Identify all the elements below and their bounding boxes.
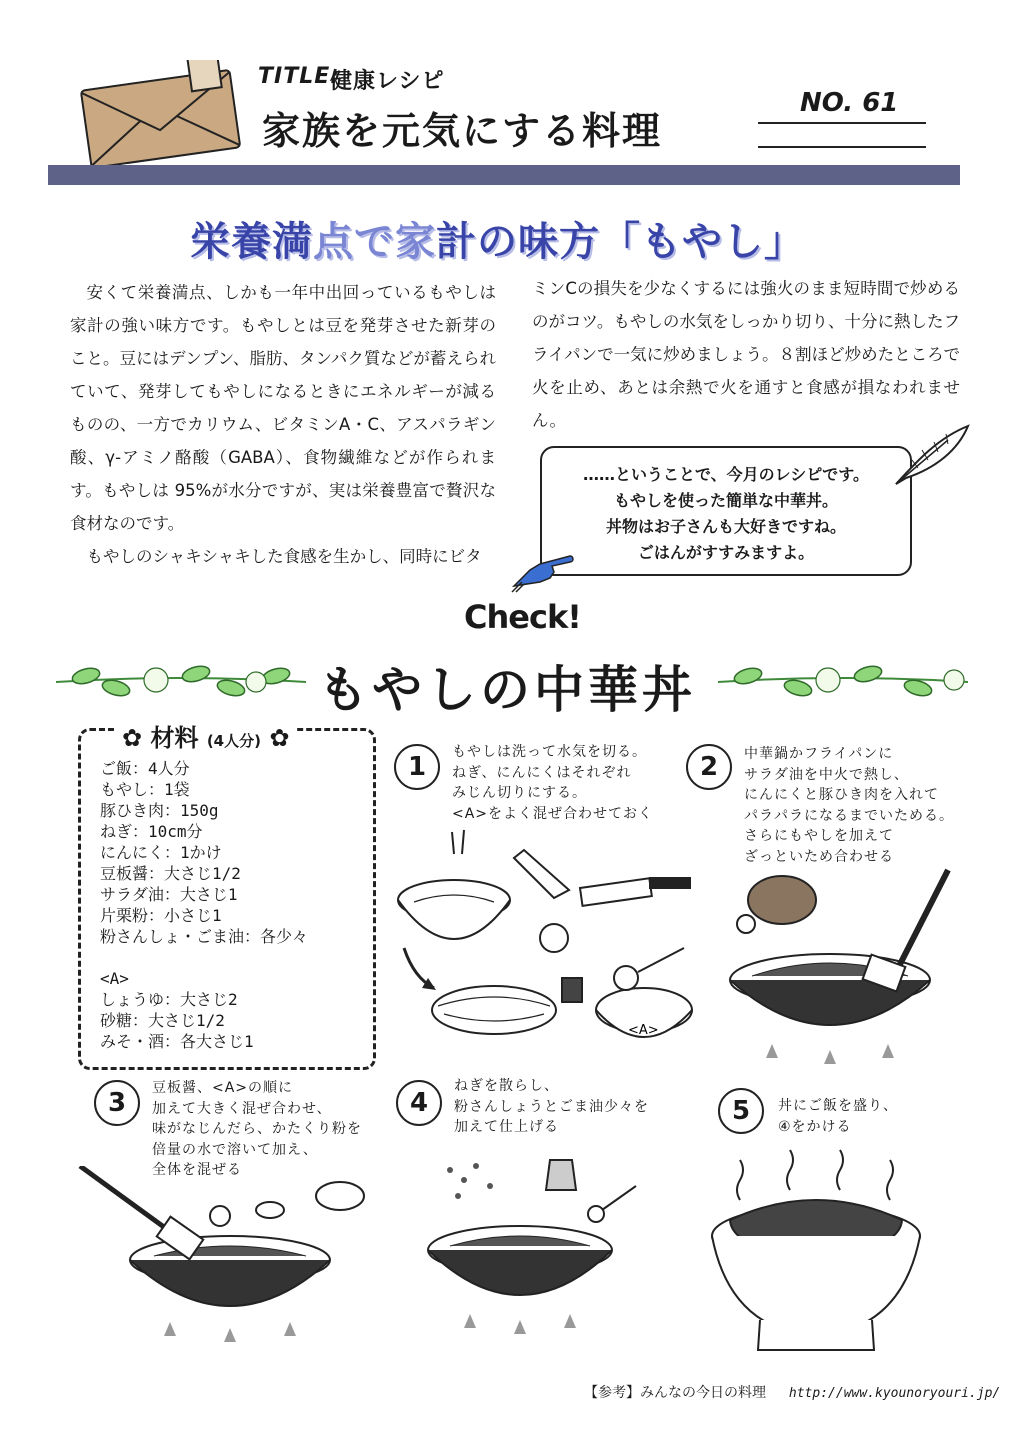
- ingredients-heading-text: 材料: [150, 724, 199, 752]
- headline: [190, 210, 805, 267]
- step-2-illustration: [712, 860, 968, 1064]
- envelope-icon: [70, 60, 250, 170]
- ingredient-item: サラダ油：大さじ1: [100, 885, 238, 904]
- step-line: みじん切りにする。: [452, 785, 587, 801]
- ingredient-item: 片栗粉：小さじ1: [100, 906, 222, 925]
- ingredient-item: ご飯：4人分: [100, 759, 190, 778]
- step-line: サラダ油を中火で熱し、: [744, 766, 909, 783]
- issue-underline-2: [758, 146, 926, 148]
- step-line: 丼にご飯を盛り、: [778, 1098, 898, 1114]
- headline-part-2: 点で家: [313, 219, 436, 265]
- sauce-item: 砂糖：大さじ1/2: [100, 1011, 225, 1030]
- ingredient-item: ねぎ：10cm分: [100, 822, 203, 841]
- callout-line-2: もやしを使った簡単な中華丼。: [613, 491, 838, 510]
- main-title: 家族を元気にする料理: [262, 109, 663, 153]
- intro-paragraph-2: もやしのシャキシャキした食感を生かし、同時にビタ: [86, 547, 482, 566]
- leaf-vine-left: [56, 660, 306, 700]
- step-line: <A>をよく混ぜ合わせておく: [452, 805, 654, 822]
- issue-number: NO. 61: [800, 88, 899, 118]
- step-3-number: 3: [94, 1080, 140, 1126]
- step-3-illustration: [70, 1166, 380, 1352]
- ingredient-item: 豚ひき肉：150g: [100, 801, 219, 820]
- step-1-number: 1: [394, 744, 440, 790]
- callout-line-4: ごはんがすすみますよ。: [637, 543, 815, 562]
- headline-part-1: 栄養満: [190, 219, 313, 265]
- leaf-vine-right: [718, 660, 968, 700]
- check-label: Check!: [464, 598, 581, 636]
- step-line: ざっといため合わせる: [744, 848, 894, 865]
- sauce-label: <A>: [100, 969, 129, 988]
- series-name: 健康レシピ: [330, 69, 445, 94]
- ingredients-heading: [116, 718, 295, 753]
- step-line: さらにもやしを加えて: [744, 828, 894, 844]
- step-line: にんにくと豚ひき肉を入れて: [744, 787, 939, 803]
- callout-box: [540, 446, 912, 576]
- reference-label: 【参考】みんなの今日の料理: [584, 1385, 766, 1401]
- intro-paragraph-1: 安くて栄養満点、しかも一年中出回っているもやしは家計の強い味方です。もやしとは豆を発芽させた新芽のこと。豆にはデンプン、脂肪、タンパク質などが蓄えられていて、発芽してもやしになるときにエネルギーが減るものの、一方でカリウム、ビタミンA・C、アスパラギン酸、γ-アミノ酪酸（GABA）、食物繊維などが作られます。もやしは 95%が水分ですが、実は栄養豊富で贅沢な食材なのです。: [70, 283, 496, 533]
- step-line: ねぎを散らし、: [454, 1078, 559, 1094]
- step-1-text: [452, 742, 653, 824]
- callout-line-1: ……ということで、今月のレシピです。: [582, 465, 869, 484]
- sauce-item: しょうゆ：大さじ2: [100, 990, 238, 1009]
- pointing-hand-icon: [510, 542, 576, 594]
- intro-paragraph-3: ミンCの損失を少なくするには強火のまま短時間で炒めるのがコツ。もやしの水気をしっかり切り、十分に熱したフライパンで一気に炒めましょう。８割ほど炒めたところで火を止め、あとは余熱で火を通すと食感が損なわれません。: [532, 279, 961, 430]
- step-line: 豆板醤、<A>の順に: [152, 1080, 294, 1096]
- step-2-number: 2: [686, 744, 732, 790]
- sauce-item: みそ・酒：各大さじ1: [100, 1032, 254, 1051]
- step-4-number: 4: [396, 1080, 442, 1126]
- ingredient-item: 豆板醤：大さじ1/2: [100, 864, 241, 883]
- headline-part-3: 計の味方「もやし」: [436, 219, 805, 265]
- step-1-illustration: [394, 828, 694, 1064]
- issue-underline: [758, 122, 926, 124]
- step-line: もやしは洗って水気を切る。: [452, 744, 647, 760]
- header-band: [48, 165, 960, 185]
- intro-column-2: [532, 272, 960, 437]
- reference-url[interactable]: http://www.kyounoryouri.jp/: [788, 1386, 1001, 1401]
- ingredient-item: 粉さんしょ・ごま油：各少々: [100, 927, 309, 946]
- step-5-number: 5: [718, 1088, 764, 1134]
- recipe-title: もやしの中華丼: [318, 661, 696, 719]
- step-5-text: [778, 1096, 898, 1137]
- step-line: 加えて仕上げる: [454, 1119, 559, 1135]
- step-line: パラパラになるまでいためる。: [744, 807, 954, 824]
- step-line: ねぎ、にんにくはそれぞれ: [452, 764, 632, 781]
- step-line: 加えて大きく混ぜ合わせ、: [152, 1100, 332, 1117]
- step-line: ④をかける: [778, 1118, 852, 1135]
- callout-line-3: 丼物はお子さんも大好きですね。: [605, 517, 846, 536]
- step-line: 全体を混ぜる: [152, 1162, 242, 1178]
- intro-column-1: [70, 276, 496, 573]
- ingredient-item: にんにく：1かけ: [100, 843, 222, 862]
- ingredients-list: [100, 758, 308, 1052]
- step-5-illustration: [700, 1140, 940, 1360]
- bowl-label: <A>: [628, 1023, 659, 1038]
- step-4-text: [454, 1076, 649, 1138]
- flower-icon: ✿: [269, 724, 290, 752]
- step-4-illustration: [410, 1150, 650, 1350]
- step-line: 味がなじんだら、かたくり粉を: [152, 1121, 362, 1137]
- step-2-text: [744, 744, 954, 867]
- step-line: 中華鍋かフライパンに: [744, 746, 894, 762]
- ingredients-servings: (4人分): [206, 732, 261, 750]
- step-line: 倍量の水で溶いて加え、: [152, 1141, 318, 1158]
- flower-icon: ✿: [122, 724, 143, 752]
- ingredient-item: もやし：1袋: [100, 780, 190, 799]
- footer-reference: [584, 1382, 1000, 1402]
- title-label: TITLE:: [258, 64, 341, 89]
- step-line: 粉さんしょうとごま油少々を: [454, 1098, 649, 1115]
- feather-quill-icon: [888, 420, 972, 490]
